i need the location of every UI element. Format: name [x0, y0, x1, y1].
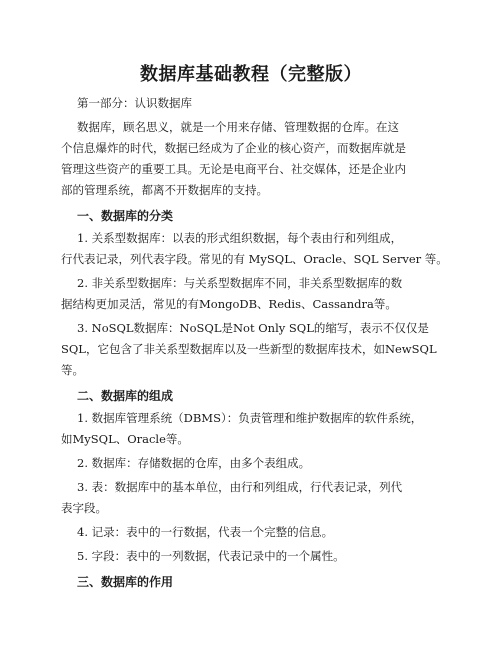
- list-item-line: 2. 非关系型数据库：与关系型数据库不同，非关系型数据库的数: [77, 276, 403, 290]
- section-heading: 一、数据库的分类: [77, 209, 174, 223]
- list-item-line: 表字段。: [61, 501, 107, 515]
- list-item-line: 2. 数据库：存储数据的仓库，由多个表组成。: [77, 456, 311, 470]
- list-item-line: 1. 关系型数据库：以表的形式组织数据，每个表由行和列组成，: [77, 231, 403, 245]
- list-item-line: 5. 字段：表中的一列数据，代表记录中的一个属性。: [77, 549, 345, 563]
- list-item-line: 行代表记录，列代表字段。常见的有 MySQL、Oracle、SQL Server 等。: [61, 252, 448, 266]
- list-item-line: 3. 表：数据库中的基本单位，由行和列组成，行代表记录，列代: [77, 480, 403, 494]
- list-item-line: 4. 记录：表中的一行数据，代表一个完整的信息。: [77, 525, 334, 539]
- section-heading: 三、数据库的作用: [77, 575, 174, 589]
- list-item-line: 3. NoSQL数据库：NoSQL是Not Only SQL的缩写，表示不仅仅是: [77, 321, 429, 335]
- intro-line: 个信息爆炸的时代，数据已经成为了企业的核心资产，而数据库就是: [61, 141, 406, 155]
- intro-line: 数据库，顾名思义，就是一个用来存储、管理数据的仓库。在这: [77, 120, 399, 134]
- section-heading: 二、数据库的组成: [77, 389, 174, 403]
- intro-line: 管理这些资产的重要工具。无论是电商平台、社交媒体，还是企业内: [61, 162, 406, 176]
- document-title: 数据库基础教程（完整版）: [140, 64, 362, 85]
- list-item-line: 据结构更加灵活，常见的有MongoDB、Redis、Cassandra等。: [61, 297, 397, 311]
- list-item-line: 等。: [61, 363, 84, 377]
- intro-line: 部的管理系统，都离不开数据库的支持。: [61, 183, 268, 197]
- list-item-line: SQL，它包含了非关系型数据库以及一些新型的数据库技术，如NewSQL: [61, 342, 437, 356]
- list-item-line: 如MySQL、Oracle等。: [61, 432, 189, 446]
- list-item-line: 1. 数据库管理系统（DBMS）：负责管理和维护数据库的软件系统，: [77, 411, 423, 425]
- part-heading: 第一部分：认识数据库: [77, 96, 192, 110]
